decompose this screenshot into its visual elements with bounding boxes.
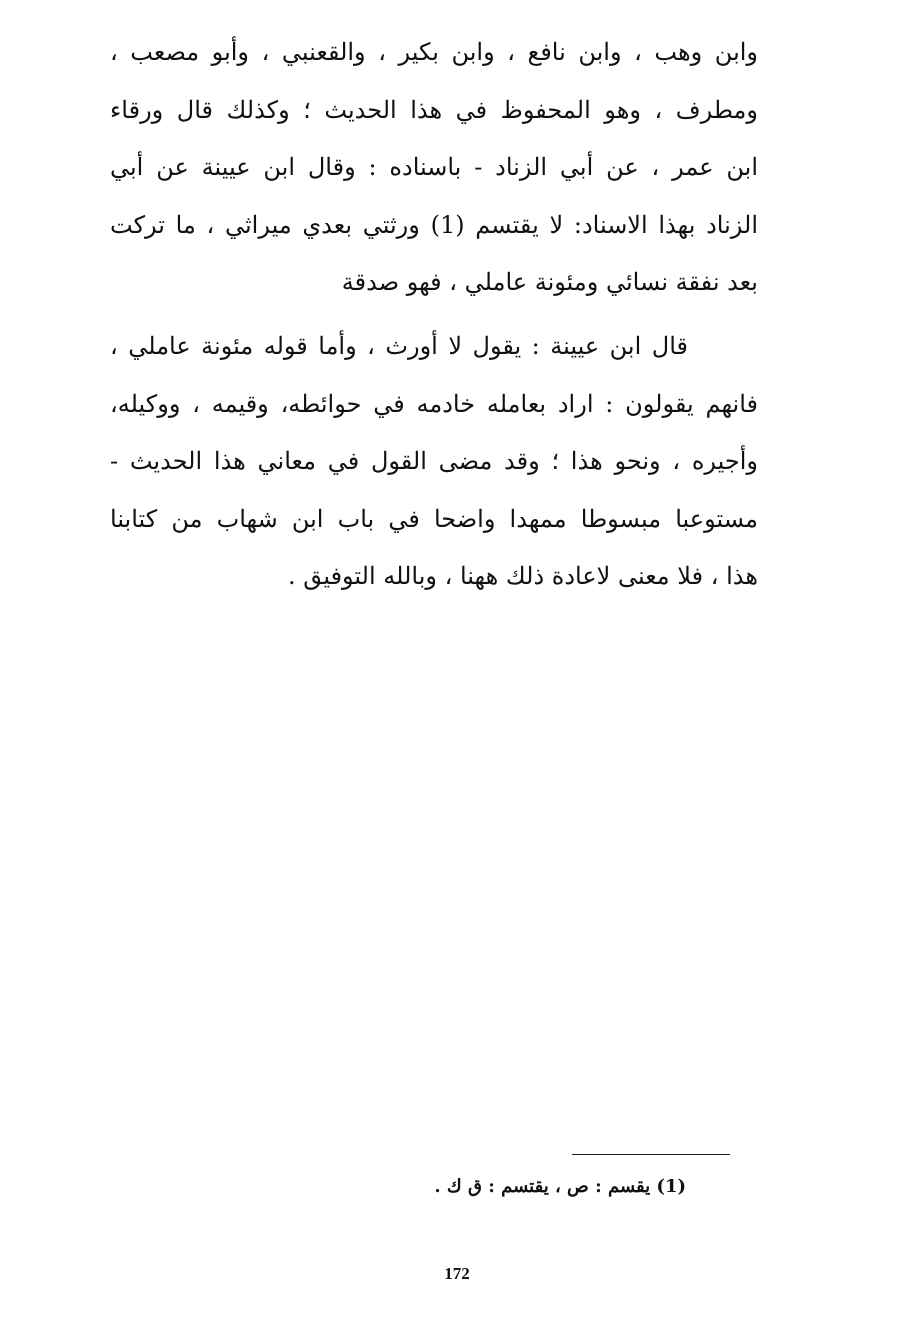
- text-line: وأجيره ، ونحو هذا ؛ وقد مضى القول في معاني هذا الحديث -: [110, 447, 758, 475]
- text-line: وابن وهب ، وابن نافع ، وابن بكير ، والقعنبي ، وأبو مصعب ،: [110, 38, 758, 66]
- text-line: مستوعبا مبسوطا ممهدا واضحا في باب ابن شهاب من كتابنا: [110, 504, 758, 533]
- text-line: بعد نفقة نسائي ومئونة عاملي ، فهو صدقة: [341, 268, 758, 296]
- paragraph-2: [110, 318, 758, 606]
- text-line: قال ابن عيينة : يقول لا أورث ، وأما قوله مئونة عاملي ،: [110, 332, 688, 360]
- text-line: ابن عمر ، عن أبي الزناد - باسناده : وقال ابن عيينة عن أبي: [110, 153, 758, 181]
- text-line: الزناد بهذا الاسناد: لا يقتسم (1) ورثتي بعدي ميراثي ، ما تركت: [110, 210, 759, 239]
- text-line: ومطرف ، وهو المحفوظ في هذا الحديث ؛ وكذلك قال ورقاء: [110, 95, 758, 124]
- page-number: 172: [444, 1264, 470, 1283]
- text-line: فانهم يقولون : اراد بعامله خادمه في حوائطه، وقيمه ، ووكيله،: [110, 389, 758, 418]
- footnote: (1) يقسم : ص ، يقتسم : ق ك .: [434, 1176, 686, 1197]
- footnote-divider: [572, 1154, 730, 1155]
- paragraph-1: [110, 24, 758, 312]
- text-line: هذا ، فلا معنى لاعادة ذلك ههنا ، وبالله التوفيق .: [288, 562, 758, 590]
